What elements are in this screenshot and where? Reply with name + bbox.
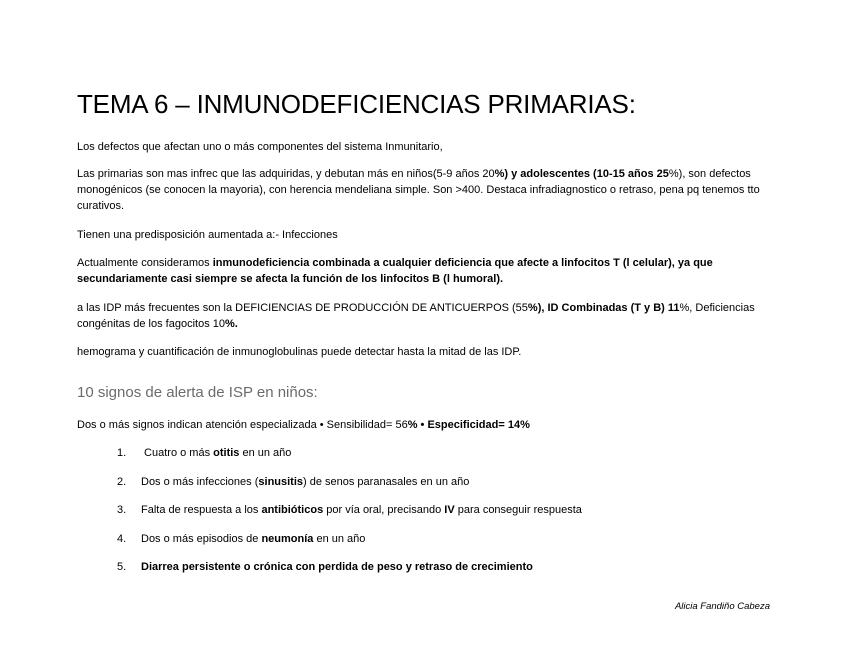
list-item [117,502,582,518]
list-text: Dos o más infecciones ( [141,476,259,488]
paragraph-hemograma: hemograma y cuantificación de inmunoglobulinas puede detectar hasta la mitad de las IDP. [77,346,522,358]
list-text: Cuatro o más [141,447,214,459]
paragraph-idp-frecuentes [77,300,767,332]
paragraph-predisposicion: Tienen una predisposición aumentada a:- Infecciones [77,229,338,241]
paragraph-idp-part-a: a las IDP más frecuentes son la DEFICIENCIAS DE PRODUCCIÓN DE ANTICUERPOS (55 [77,302,528,314]
paragraph-signos-part-b: % • Especificidad= 14 [407,419,521,431]
list-number: 5. [117,561,127,573]
paragraph-combinada-part-a: Actualmente consideramos [77,257,213,269]
list-text-end: ) de senos paranasales en un año [303,476,470,488]
list-bold: neumonía [261,533,314,545]
author-signature: Alicia Fandiño Cabeza [674,601,770,612]
paragraph-combinada [77,255,767,287]
list-bold: sinusitis [258,476,304,488]
paragraph-primarias [77,166,767,214]
paragraph-primarias-part-a: Las primarias son mas infrec que las adquiridas, y debutan más en niños(5-9 años 20 [77,168,495,180]
list-number: 2. [117,476,127,488]
list-item [117,559,533,575]
list-bold: otitis [213,447,240,459]
paragraph-idp-part-c: %, Deficiencias congénitas de los fagocitos 10 [77,302,755,330]
list-number: 1. [117,447,127,459]
paragraph-signos-part-a: Dos o más signos indican atención especializada • Sensibilidad= 56 [77,419,408,431]
list-item [117,531,365,547]
page-title: TEMA 6 – INMUNODEFICIENCIAS PRIMARIAS: [77,89,636,119]
list-bold: antibióticos [261,504,324,516]
list-text-end: para conseguir respuesta [454,504,582,516]
list-number: 3. [117,504,127,516]
paragraph-combinada-bold: inmunodeficiencia combinada a cualquier deficiencia que afecte a linfocitos T (l celular), ya que secundariamente casi siempre se afecta la función de los linfocitos B (l humoral). [77,257,713,285]
section-subheading: 10 signos de alerta de ISP en niños: [77,384,318,401]
paragraph-signos-part-c: % [520,419,530,431]
list-bold: Diarrea persistente o crónica con perdida de peso y retraso de crecimiento [141,561,533,573]
list-item [117,445,291,461]
list-text-end: en un año [239,447,292,459]
list-number: 4. [117,533,127,545]
paragraph-idp-part-b: %), ID Combinadas (T y B) 11 [527,302,680,314]
paragraph-signos [77,417,767,433]
list-text-mid: por vía oral, precisando [323,504,445,516]
paragraph-primarias-part-b: %) y adolescentes (10-15 años 25 [494,168,669,180]
list-text: Dos o más episodios de [141,533,262,545]
list-text-end: en un año [313,533,366,545]
list-bold-2: IV [444,504,455,516]
paragraph-intro: Los defectos que afectan uno o más componentes del sistema Inmunitario, [77,141,443,153]
list-item [117,474,469,490]
paragraph-idp-part-d: %. [225,318,238,330]
list-text: Falta de respuesta a los [141,504,262,516]
paragraph-primarias-part-c: %), son defectos monogénicos (se conocen la mayoria), con herencia mendeliana simple. Son >400. Destaca infradiagnostico o retraso, pena pq tenemos tto curativos. [77,168,760,212]
